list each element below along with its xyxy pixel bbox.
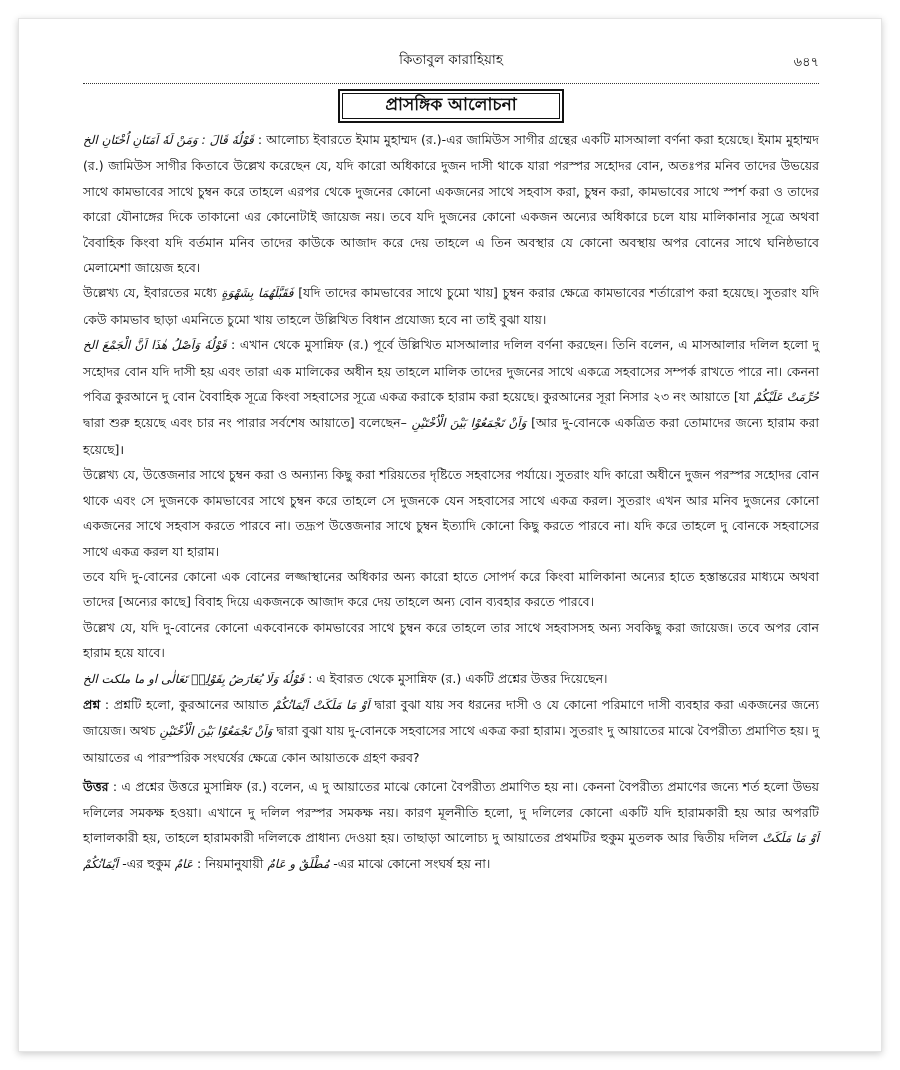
arabic-quote: وَاَنْ تَجْمَعُوْا بَيْنَ الْاُخْتَيْنِ	[159, 724, 273, 739]
arabic-quote: وَاَنْ تَجْمَعُوْا بَيْنَ الْاُخْتَيْنِ	[411, 416, 527, 431]
paragraph-5	[83, 564, 819, 615]
arabic-quote: عَامٌ	[174, 857, 193, 872]
paragraph-text: [আর দু-বোনকে একত্রিত করা তোমাদের জন্যে হারাম করা হয়েছে]।	[83, 415, 819, 457]
paragraph-7	[83, 666, 819, 692]
paragraph-text: দ্বারা শুরু হয়েছে এবং চার নং পারার সর্বশেষ আয়াতে] বলেছেন–	[83, 415, 407, 431]
paragraph-text: দ্বারা বুঝা যায় দু-বোনকে সহবাসের সাথে একত্র করা হারাম। সুতরাং দু আয়াতের মাঝে বৈপরীত্য প্রমাণিত হয়। দু আয়াতের এ পারস্পরিক সংঘর্ষের ক্ষেত্রে কোন আয়াতকে গ্রহণ করব?	[83, 723, 819, 765]
paragraph-text: উল্লেখ্য যে, ইবারতের মধ্যে	[83, 285, 217, 301]
section-title: প্রাসঙ্গিক আলোচনা	[385, 95, 517, 115]
book-page	[18, 18, 882, 1052]
answer-label: উত্তর	[83, 779, 109, 795]
arabic-quote: قَوْلُهٗ وَاَصْلُ هٰذَا اَنَّ الْجَمْعَ الخ	[83, 338, 227, 353]
arabic-quote: اَوْ مَا مَلَكَتْ اَيْمَانُكُمْ	[273, 697, 370, 712]
page-number: ৬৪৭	[793, 55, 819, 70]
paragraph-text: দ্বারা বুঝা যায় সব ধরনের দাসী ও যে কোনো পরিমাণে দাসী ব্যবহার করা একজনের জন্যে জায়েজ। অথচ	[83, 696, 820, 739]
arabic-quote: قَوْلُهٗ وَلَا يُعَارَضُ بِقَوْلِهٖ تَعَالٰى او ما ملكت الخ	[83, 671, 305, 686]
paragraph-1	[83, 127, 819, 280]
question-paragraph	[83, 692, 819, 770]
paragraph-text: : আলোচ্য ইবারতে ইমাম মুহাম্মদ (র.)-এর জামিউস সাগীর গ্রন্থের একটি মাসআলা বর্ণনা করা হয়েছে। ইমাম মুহাম্মদ (র.) জামিউস সাগীর কিতাবে উল্লেখ করেছেন যে, যদি কারো অধিকারে দুজন দাসী থাকে যারা পরস্পর সহোদর বোন, অতঃপর মনিব তাদের উভয়ের সাথে কামভাবের সাথে চুম্বন করে তাহলে এরপর থেকে দুজনের কোনো একজনের সাথে সহবাস করা, চুম্বন করা, কামভাবের সাথে স্পর্শ করা ও তাদের কারো যৌনাঙ্গের দিকে তাকানো এর কোনোটাই জায়েজ নয়। তবে যদি দুজনের কোনো একজন অন্যের অধিকারে চলে যায় মালিকানার সূত্রে অথবা বৈবাহিক কিংবা যদি বর্তমান মনিব তাদের কাউকে আজাদ করে দেয় তাহলে এ তিন অবস্থার যে কোনো অবস্থায় অপর বোনের সাথে ঘনিষ্ঠভাবে মেলামেশা জায়েজ হবে।	[83, 132, 819, 276]
arabic-quote: فَقَبَّلَهُمَا بِشَهْوَةٍ	[221, 286, 294, 301]
arabic-quote: مُطْلَقٌ و عَامٌ	[267, 857, 330, 872]
answer-paragraph	[83, 774, 819, 878]
page-header	[83, 45, 819, 84]
paragraph-6	[83, 615, 819, 666]
paragraph-text: : প্রশ্নটি হলো, কুরআনের আয়াত	[104, 696, 269, 712]
running-title: কিতাবুল কারাহিয়াহ	[399, 52, 503, 68]
paragraph-text: উল্লেখ যে, যদি দু-বোনের কোনো একবোনকে কামভাবের সাথে চুম্বন করে তাহলে তার সাথে সহবাসসহ অন্য সবকিছু করা জায়েজ। তবে অপর বোন হারাম হয়ে যাবে।	[83, 619, 819, 661]
paragraph-text: : এখান থেকে মুসান্নিফ (র.) পূর্বে উল্লিখিত মাসআলার দলিল বর্ণনা করছেন। তিনি বলেন, এ মাসআলার দলিল হলো দু সহোদর বোন যদি দাসী হয় এবং তারা এক মালিকের অধীন হয় তাহলে মালিক তাদের দুজনের সাথে একত্রে সহবাসের সম্পর্ক রাখতে পারে না। কেননা পবিত্র কুরআনে দু বোন বৈবাহিক সূত্রে কিংবা সহবাসের সূত্রে একত্র করাকে হারাম করা হয়েছে। কুরআনের সূরা নিসার ২৩ নং আয়াতে [যা	[83, 337, 819, 405]
paragraph-text: : এ ইবারত থেকে মুসান্নিফ (র.) একটি প্রশ্নের উত্তর দিয়েছেন।	[308, 670, 608, 686]
paragraph-3	[83, 332, 819, 462]
section-heading-box	[338, 89, 564, 123]
arabic-quote: حُرِّمَتْ عَلَيْكُمْ	[753, 390, 819, 405]
paragraph-text: উল্লেখ্য যে, উত্তেজনার সাথে চুম্বন করা ও অন্যান্য কিছু করা শরিয়তের দৃষ্টিতে সহবাসের পর্যায়ে। সুতরাং যদি কারো অধীনে দুজন পরস্পর সহোদর বোন থাকে এবং সে দুজনকে কামভাবের সাথে চুম্বন করে তাহলে সে দুজনকে যেন সহবাসের সাথে একত্র করল। সুতরাং এখন আর মনিব দুজনের কোনো একজনের সাথে সহবাস করতে পারবে না। তদ্রূপ উত্তেজনার সাথে চুম্বন ইত্যাদি কোনো কিছু করতে পারবে না। যদি করে তাহলে দু বোনকে সহবাসের সাথে একত্র করল যা হারাম।	[83, 467, 819, 559]
paragraph-2	[83, 280, 819, 332]
paragraph-text: -এর মাঝে কোনো সংঘর্ষ হয় না।	[333, 856, 491, 872]
paragraph-text: -এর হুকুম	[122, 856, 171, 872]
question-label: প্রশ্ন	[83, 696, 101, 712]
page-body	[83, 127, 819, 878]
paragraph-text: : এ প্রশ্নের উত্তরে মুসান্নিফ (র.) বলেন, এ দু আয়াতের মাঝে কোনো বৈপরীত্য প্রমাণিত হয় না। কেননা বৈপরীত্য প্রমাণের জন্যে শর্ত হলো উভয় দলিলের সমকক্ষ হওয়া। এখানে দু দলিল পরস্পর সমকক্ষ নয়। কারণ মূলনীতি হলো, দু দলিলের কোনো একটি যদি হারামকারী হয় আর অপরটি হালালকারী হয়, তাহলে হারামকারী দলিলকে প্রাধান্য দেওয়া হয়। তাছাড়া আলোচ্য দু আয়াতের প্রথমটির হুকুম মুতলক আর দ্বিতীয় দলিল	[83, 779, 819, 845]
paragraph-text: [যদি তাদের কামভাবের সাথে চুমো খায়] চুম্বন করার ক্ষেত্রে কামভাবের শর্তারোপ করা হয়েছে। সুতরাং যদি কেউ কামভাব ছাড়া এমনিতে চুমো খায় তাহলে উল্লিখিত বিধান প্রযোজ্য হবে না তাই বুঝা যায়।	[83, 285, 819, 327]
paragraph-4	[83, 462, 819, 564]
paragraph-text: তবে যদি দু-বোনের কোনো এক বোনের লজ্জাস্থানের অধিকার অন্য কারো হাতে সোপর্দ করে কিংবা মালিকানা অন্যের হাতে হস্তান্তরের মাধ্যমে অথবা তাদের [অন্যের কাছে] বিবাহ দিয়ে একজনকে আজাদ করে দেয় তাহলে অন্য বোন ব্যবহার করতে পারবে।	[83, 568, 819, 610]
arabic-quote: قَوْلُهٗ قَالَ : وَمَنْ لَهٗ اَمَتَانِ اُخْتَانِ الخ	[83, 133, 254, 147]
arabic-quote: اَوْ مَا مَلَكَتْ اَيْمَانُكُمْ	[83, 830, 819, 872]
paragraph-text: : নিয়মানুযায়ী	[196, 856, 264, 872]
